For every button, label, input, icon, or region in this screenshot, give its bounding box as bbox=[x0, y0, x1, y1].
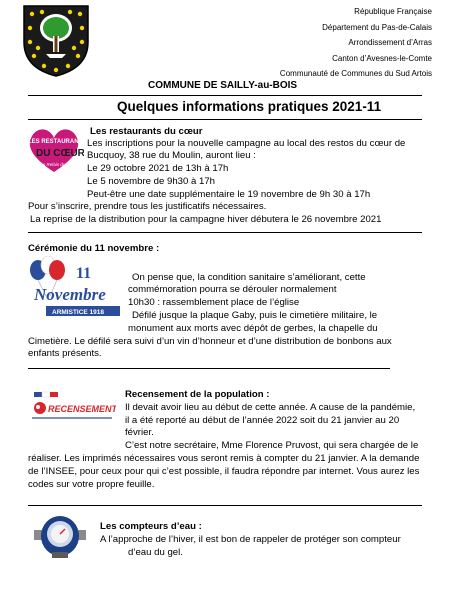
ceremonie-line: commémoration pourra se dérouler normalement bbox=[128, 284, 337, 295]
armistice-image-text: ARMISTICE 1918 bbox=[52, 309, 105, 316]
recensement-line: il a été reporté au début de l’année 2022 soit du 21 janvier au 20 bbox=[125, 415, 400, 426]
recensement-heading: Recensement de la population : bbox=[125, 389, 270, 400]
restos-line: Le 29 octobre 2021 de 13h à 17h bbox=[87, 163, 229, 174]
recensement-logo-text: RECENSEMENT bbox=[48, 404, 116, 414]
underscore-divider bbox=[28, 368, 390, 369]
ceremonie-line: Cimetière. Le défilé sera suivi d’un vin d’honneur et d’une distribution de bonbons aux bbox=[28, 336, 392, 347]
restos-line: Peut-être une date supplémentaire le 19 novembre de 9h 30 à 17h bbox=[87, 189, 371, 200]
recensement-logo bbox=[28, 388, 116, 426]
water-meter-image bbox=[34, 512, 86, 560]
armistice-11-novembre-image bbox=[24, 256, 124, 322]
recensement-line: février. bbox=[125, 427, 154, 438]
ceremonie-line: Défilé jusque la plaque Gaby, puis le cimetière militaire, le bbox=[132, 310, 378, 321]
recensement-line: codes sur votre propre feuille. bbox=[28, 479, 155, 490]
recensement-line: Il devait avoir lieu au début de cette année. A cause de la pandémie, bbox=[125, 402, 416, 413]
header-line: Arrondissement d’Arras bbox=[348, 38, 432, 47]
ceremonie-line: monument aux morts avec dépôt de gerbes, la chapelle du bbox=[128, 323, 378, 334]
commune-name: COMMUNE DE SAILLY-au-BOIS bbox=[148, 80, 298, 91]
recensement-line: de l’INSEE, pour ceux pour qui c’est possible, il faudra répondre par internet. Vous aurez les bbox=[28, 466, 420, 477]
restos-line: Pour s’inscrire, prendre tous les justificatifs nécessaires. bbox=[28, 201, 267, 212]
compteurs-line: A l’approche de l’hiver, il est bon de rappeler de protéger son compteur bbox=[100, 534, 401, 545]
ceremonie-heading: Cérémonie du 11 novembre : bbox=[28, 243, 160, 254]
restos-logo-text: DU CŒUR bbox=[36, 148, 84, 159]
page-title: Quelques informations pratiques 2021-11 bbox=[117, 99, 382, 114]
compteurs-line: d’eau du gel. bbox=[128, 547, 183, 558]
header-administrative-block bbox=[280, 4, 432, 82]
divider bbox=[28, 232, 422, 233]
restos-line: Les inscriptions pour la nouvelle campagne au local des restos du cœur de bbox=[87, 138, 406, 149]
divider bbox=[28, 95, 422, 96]
header-line: République Française bbox=[354, 7, 432, 16]
divider bbox=[28, 505, 422, 506]
armistice-image-text: Novembre bbox=[34, 285, 106, 304]
armistice-image-text: 11 bbox=[76, 265, 92, 282]
compteurs-heading: Les compteurs d’eau : bbox=[100, 521, 202, 532]
ceremonie-line: On pense que, la condition sanitaire s’améliorant, cette bbox=[132, 272, 366, 283]
coat-of-arms-logo bbox=[18, 2, 94, 78]
restos-heading: Les restaurants du cœur bbox=[90, 126, 203, 137]
restos-du-coeur-logo bbox=[24, 124, 84, 176]
ceremonie-line: enfants présents. bbox=[28, 348, 102, 359]
header-line: Département du Pas-de-Calais bbox=[322, 22, 432, 32]
header-line: Canton d’Avesnes-le-Comte bbox=[332, 53, 432, 63]
header-line: Communauté de Communes du Sud Artois bbox=[279, 69, 432, 78]
restos-line: Bucquoy, 38 rue du Moulin, auront lieu : bbox=[87, 150, 256, 161]
restos-line: La reprise de la distribution pour la campagne hiver débutera le 26 novembre 2021 bbox=[30, 214, 382, 225]
restos-logo-text: LES RESTAURANTS bbox=[28, 139, 84, 145]
recensement-line: C’est notre secrétaire, Mme Florence Pruvost, qui sera chargée de le bbox=[125, 440, 419, 451]
divider bbox=[28, 119, 422, 120]
ceremonie-line: 10h30 : rassemblement place de l’église bbox=[128, 297, 300, 308]
restos-logo-text: Les Relais du Cœur bbox=[38, 162, 79, 167]
restos-line: Le 5 novembre de 9h30 à 17h bbox=[87, 176, 216, 187]
recensement-line: réaliser. Les imprimés nécessaires vous seront remis à compter du 21 janvier. A la demande bbox=[28, 453, 420, 464]
